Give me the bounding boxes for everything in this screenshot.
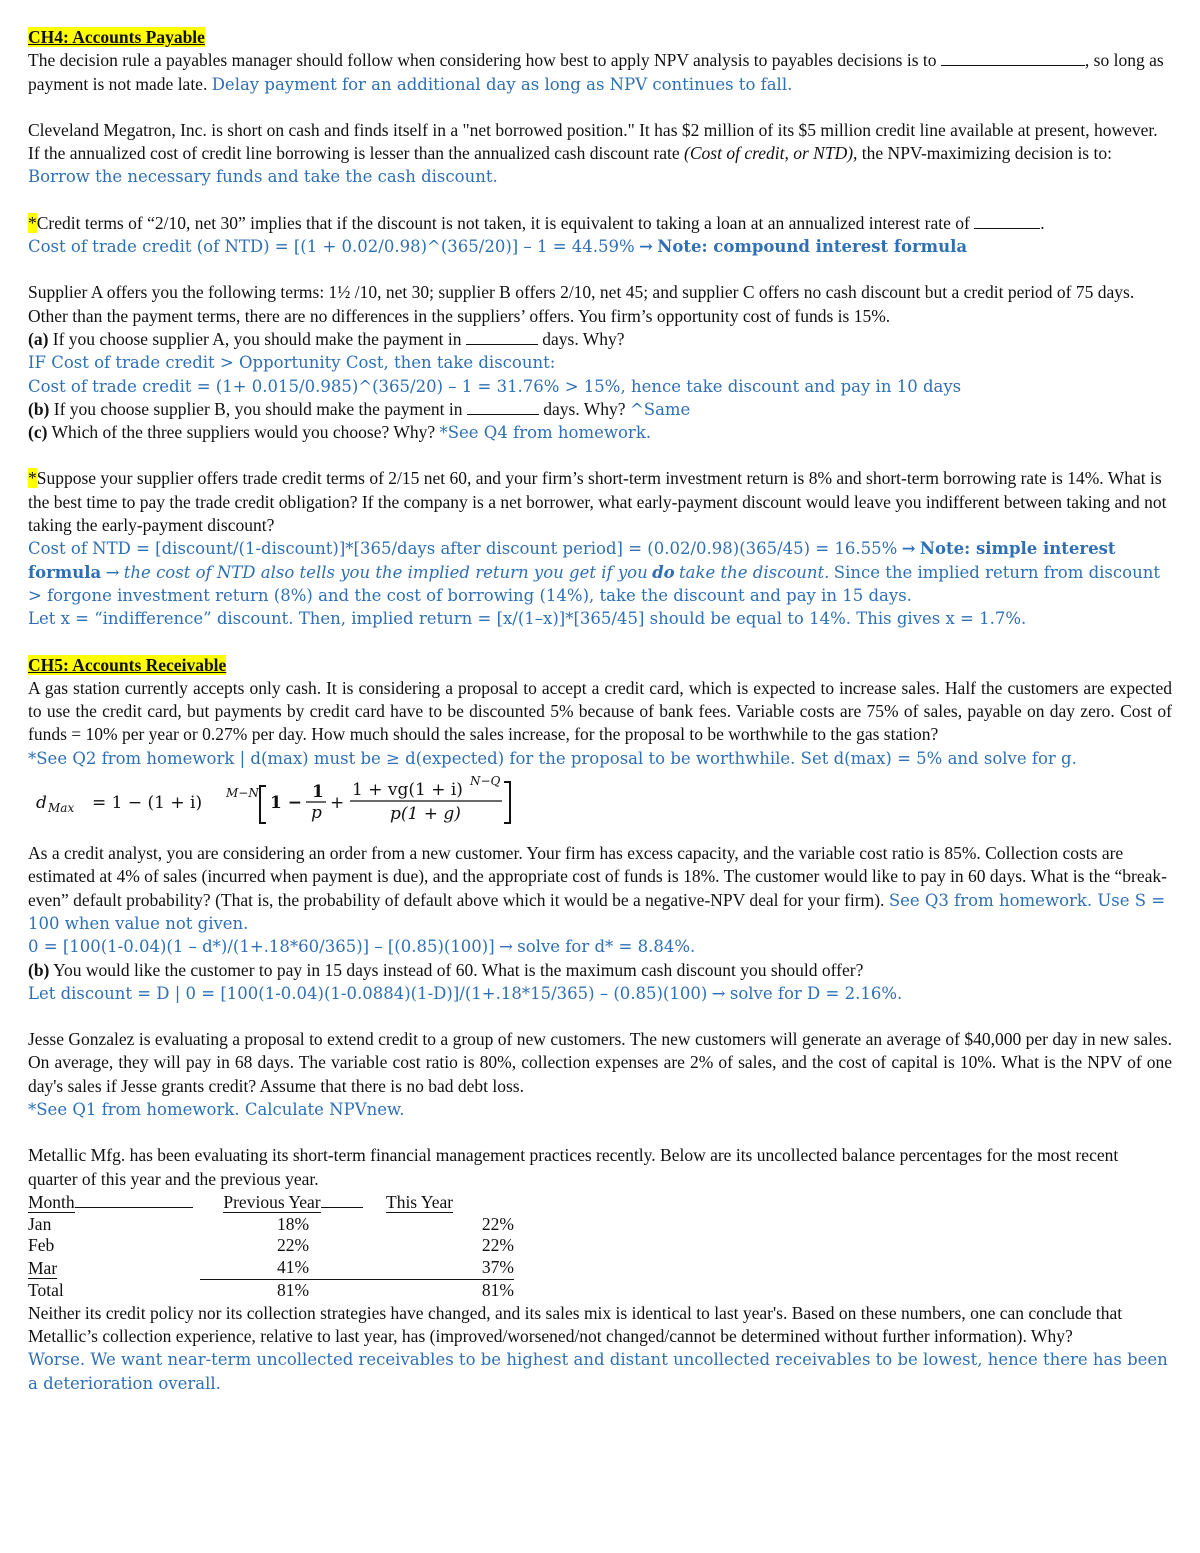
formula-exp1: M−N bbox=[226, 786, 259, 801]
ch4-q5-note: Note: simple interest formula bbox=[28, 539, 1116, 582]
ch4-q5-italic-b: take the discount. bbox=[679, 562, 830, 582]
answer-blank bbox=[466, 328, 538, 345]
ch4-q5-italic-do: do bbox=[652, 562, 675, 582]
ch4-q4-b-text: If you choose supplier B, you should make the payment in bbox=[53, 398, 463, 419]
ch4-q5-text: Suppose your supplier offers trade credit terms of 2/15 net 60, and your firm’s short-term investment return is 8% and short-term borrowing rate is 14%. What is the best time to pay the trade credit obligation? If the company is a net borrower, what early-payment discount would leave you indifferent between taking and not taking the early-payment discount? bbox=[28, 468, 1167, 536]
table-cell: 22% bbox=[481, 1235, 514, 1256]
table-row-total bbox=[28, 1280, 514, 1302]
arrow-icon: → bbox=[499, 937, 513, 957]
ch4-q2-italic: (Cost of credit, or NTD), bbox=[684, 143, 858, 164]
formula-den2: p(1 + g) bbox=[390, 804, 461, 825]
ch4-q1-text: The decision rule a payables manager should follow when considering how best to apply NPV analysis to payables decisions is to bbox=[28, 50, 937, 71]
table-cell: Total bbox=[28, 1279, 64, 1300]
table-cell: Feb bbox=[28, 1235, 55, 1256]
formula-sub: Max bbox=[48, 801, 75, 816]
table-cell: 81% bbox=[481, 1280, 514, 1301]
star-marker: * bbox=[28, 468, 37, 489]
ch5-q2-answer-2-end: solve for D = 2.16%. bbox=[729, 983, 903, 1003]
ch4-q2 bbox=[28, 119, 1172, 189]
ch5-heading: CH5: Accounts Receivable bbox=[28, 654, 227, 675]
table-row bbox=[28, 1214, 514, 1236]
ch4-q4-c-answer: *See Q4 from homework. bbox=[439, 423, 652, 443]
part-label: (a) bbox=[28, 328, 49, 349]
dmax-formula bbox=[30, 776, 1172, 826]
arrow-icon: → bbox=[711, 983, 726, 1003]
table-cell: 22% bbox=[481, 1213, 514, 1234]
ch5-q2-answer-2: Let discount = D | 0 = [100(1-0.04)(1-0.0884)(1-D)]/(1+.18*15/365) – (0.85)(100) bbox=[28, 983, 708, 1003]
ch5-q4-text: Metallic Mfg. has been evaluating its short-term financial management practices recently. Below are its uncollected balance percentages for the most recent quarter of this year and the previous year. bbox=[28, 1145, 1119, 1189]
ch4-q4-a-answer-1: IF Cost of trade credit > Opportunity Cost, then take discount: bbox=[28, 353, 556, 373]
ch4-q2-answer: Borrow the necessary funds and take the cash discount. bbox=[28, 167, 498, 187]
ch4-q1 bbox=[28, 49, 1172, 96]
ch5-q3-answer: *See Q1 from homework. Calculate NPVnew. bbox=[28, 1099, 405, 1119]
ch4-q4-b bbox=[28, 398, 1172, 421]
ch4-q4-b-end: days. Why? bbox=[543, 398, 626, 419]
table-cell: Mar bbox=[28, 1257, 58, 1278]
ch4-q3-answer-line bbox=[28, 235, 1172, 258]
table-header: This Year bbox=[386, 1191, 454, 1212]
ch5-q2 bbox=[28, 842, 1172, 935]
table-header: Previous Year bbox=[223, 1191, 321, 1212]
table-cell: Jan bbox=[28, 1213, 52, 1234]
formula-num1: 1 bbox=[312, 782, 324, 803]
ch4-heading: CH4: Accounts Payable bbox=[28, 27, 205, 47]
ch4-q4 bbox=[28, 281, 1172, 328]
formula-den1: p bbox=[311, 803, 322, 824]
formula-one: 1 − bbox=[270, 793, 302, 814]
table-header: Month bbox=[28, 1191, 75, 1212]
ch5-q3-text: Jesse Gonzalez is evaluating a proposal to extend credit to a group of new customers. The new customers will generate an average of $40,000 per day in new sales. On average, they will pay in 68 days. The variable cost ratio is 80%, collection expenses are 2% of sales, and the cost of capital is 10%. What is the NPV of one day's sales if Jesse grants credit? Assume that there is no bad debt loss. bbox=[28, 1029, 1172, 1096]
table-cell: 81% bbox=[276, 1280, 310, 1301]
ch5-q2-answer-line bbox=[28, 935, 1172, 958]
answer-blank bbox=[941, 49, 1085, 66]
table-cell: 37% bbox=[386, 1257, 514, 1279]
answer-blank bbox=[974, 212, 1040, 229]
ch5-q1-text: A gas station currently accepts only cash. It is considering a proposal to accept a credit card, which is expected to increase sales. Half the customers are expected to use the credit card, but payments by credit card have to be discounted 5% because of bank fees. Variable costs are 75% of sales, payable on day zero. Cost of funds = 10% per year or 0.27% per day. How much should the sales increase, for the proposal to be worthwhile to the gas station? bbox=[28, 677, 1172, 745]
formula-plus: + bbox=[330, 793, 345, 814]
table-cell: 22% bbox=[276, 1235, 310, 1256]
answer-blank bbox=[467, 398, 539, 415]
ch4-q4-text: Supplier A offers you the following terms: 1½ /10, net 30; supplier B offers 2/10, net 45; and supplier C offers no cash discount but a credit period of 75 days. Other than the payment terms, there are no differences in the suppliers’ offers. You firm’s opportunity cost of funds is 15%. bbox=[28, 282, 1135, 326]
ch4-q5-answer-1: Cost of NTD = [discount/(1-discount)]*[365/days after discount period] = (0.02/0.98)(365/45) = 16.55% bbox=[28, 539, 898, 559]
ch4-q2-text-b: the NPV-maximizing decision is to: bbox=[861, 143, 1112, 164]
ch5-q2-answer-inline: See Q3 from homework. Use S = 100 when value not given. bbox=[28, 890, 1166, 933]
ch5-q2-b-answer-line bbox=[28, 982, 1172, 1005]
left-bracket bbox=[260, 786, 266, 823]
ch4-q4-a-text: If you choose supplier A, you should make the payment in bbox=[52, 328, 462, 349]
table-cell: 18% bbox=[276, 1213, 310, 1234]
star-marker: * bbox=[28, 212, 37, 233]
formula-svg bbox=[30, 776, 550, 826]
formula-lhs: = 1 − (1 + i) bbox=[92, 793, 203, 814]
arrow-icon: → bbox=[639, 237, 653, 257]
ch5-q1-answer: *See Q2 from homework | d(max) must be ≥ d(expected) for the proposal to be worthwhile. Set d(max) = 5% and solve for g. bbox=[28, 748, 1077, 768]
arrow-icon: → bbox=[901, 539, 916, 559]
formula-num2: 1 + vg(1 + i) bbox=[352, 780, 463, 801]
formula-exp2: N−Q bbox=[470, 776, 501, 789]
ch4-q3-answer: Cost of trade credit (of NTD) = [(1 + 0.02/0.98)^(365/20)] – 1 = 44.59% bbox=[28, 237, 635, 257]
part-label: (b) bbox=[28, 398, 50, 419]
ch4-q2-text: Cleveland Megatron, Inc. is short on cash and finds itself in a "net borrowed position." It has $2 million of its $5 million credit line available at present, however. If the annualized cost of credit line borrowing is lesser than the annualized cash discount rate bbox=[28, 119, 1158, 164]
ch4-q4-a bbox=[28, 328, 1172, 351]
ch4-q4-b-answer: ^Same bbox=[629, 399, 691, 419]
ch4-q4-a-answer-2: Cost of trade credit = (1+ 0.015/0.985)^(365/20) – 1 = 31.76% > 15%, hence take discount and pay in 10 days bbox=[28, 376, 962, 396]
ch4-q5-answer-3: Let x = “indifference” discount. Then, implied return = [x/(1–x)]*[365/45] should be equal to 14%. This gives x = 1.7%. bbox=[28, 609, 1027, 629]
part-label: (c) bbox=[28, 422, 48, 443]
ch5-q2-answer-1-end: solve for d* = 8.84%. bbox=[517, 937, 696, 957]
ch4-q5-answer-2: Since the implied return from discount > forgone investment return (8%) and the cost of borrowing (14%), take the discount and pay in 15 days. bbox=[28, 562, 1160, 605]
ch5-q2-text: As a credit analyst, you are considering an order from a new customer. Your firm has excess capacity, and the variable cost ratio is 85%. Collection costs are estimated at 4% of sales (incurred when payment is due), and the appropriate cost of funds is 18%. The customer would like to pay in 60 days. What is the “break-even” default probability? (That is, the probability of default above which it would be a negative-NPV deal for your firm). bbox=[28, 843, 1167, 910]
ch4-q5 bbox=[28, 467, 1172, 537]
ch4-q3-note: Note: compound interest formula bbox=[657, 237, 968, 257]
table-row bbox=[28, 1257, 514, 1279]
ch4-q4-c-text: Which of the three suppliers would you choose? Why? bbox=[51, 422, 436, 443]
ch5-q4-answer: Worse. We want near-term uncollected receivables to be highest and distant uncollected receivables to be lowest, hence there has been a deterioration overall. bbox=[28, 1350, 1168, 1393]
part-label: (b) bbox=[28, 959, 50, 980]
ch4-q5-italic: the cost of NTD also tells you the implied return you get if you bbox=[123, 562, 648, 582]
arrow-icon: → bbox=[105, 562, 120, 582]
ch4-q3-text: Credit terms of “2/10, net 30” implies that if the discount is not taken, it is equivalent to taking a loan at an annualized interest rate of bbox=[36, 212, 970, 233]
ch4-q4-c bbox=[28, 421, 1172, 444]
table-header-row bbox=[28, 1192, 514, 1214]
ch5-q4-text-b: Neither its credit policy nor its collection strategies have changed, and its sales mix is identical to last year's. Based on these numbers, one can conclude that Metallic’s collection experience, relative to last year, has (improved/worsened/not changed/cannot be determined without further information). Why? bbox=[28, 1302, 1123, 1347]
ch5-q2-answer-1: 0 = [100(1-0.04)(1 – d*)/(1+.18*60/365)] – [(0.85)(100)] bbox=[28, 937, 495, 957]
ch4-q4-a-end: days. Why? bbox=[542, 328, 625, 349]
ch5-q2-b-text: You would like the customer to pay in 15 days instead of 60. What is the maximum cash discount you should offer? bbox=[53, 959, 864, 980]
right-bracket bbox=[504, 782, 510, 823]
ch4-q5-answer bbox=[28, 537, 1172, 607]
ch4-q1-answer: Delay payment for an additional day as long as NPV continues to fall. bbox=[211, 74, 793, 94]
ch4-q1-text-b: , so long as payment is not made late. bbox=[28, 50, 1164, 94]
table-row bbox=[28, 1235, 514, 1257]
uncollected-balance-table bbox=[28, 1192, 514, 1302]
formula-d: d bbox=[36, 793, 47, 814]
ch5-q2-b bbox=[28, 959, 1172, 982]
table-cell: 41% bbox=[200, 1257, 386, 1279]
ch4-q3: *Credit terms of “2/10, net 30” implies that if the discount is not taken, it is equivalent to taking a loan at an annualized interest rate of . bbox=[28, 212, 1045, 233]
